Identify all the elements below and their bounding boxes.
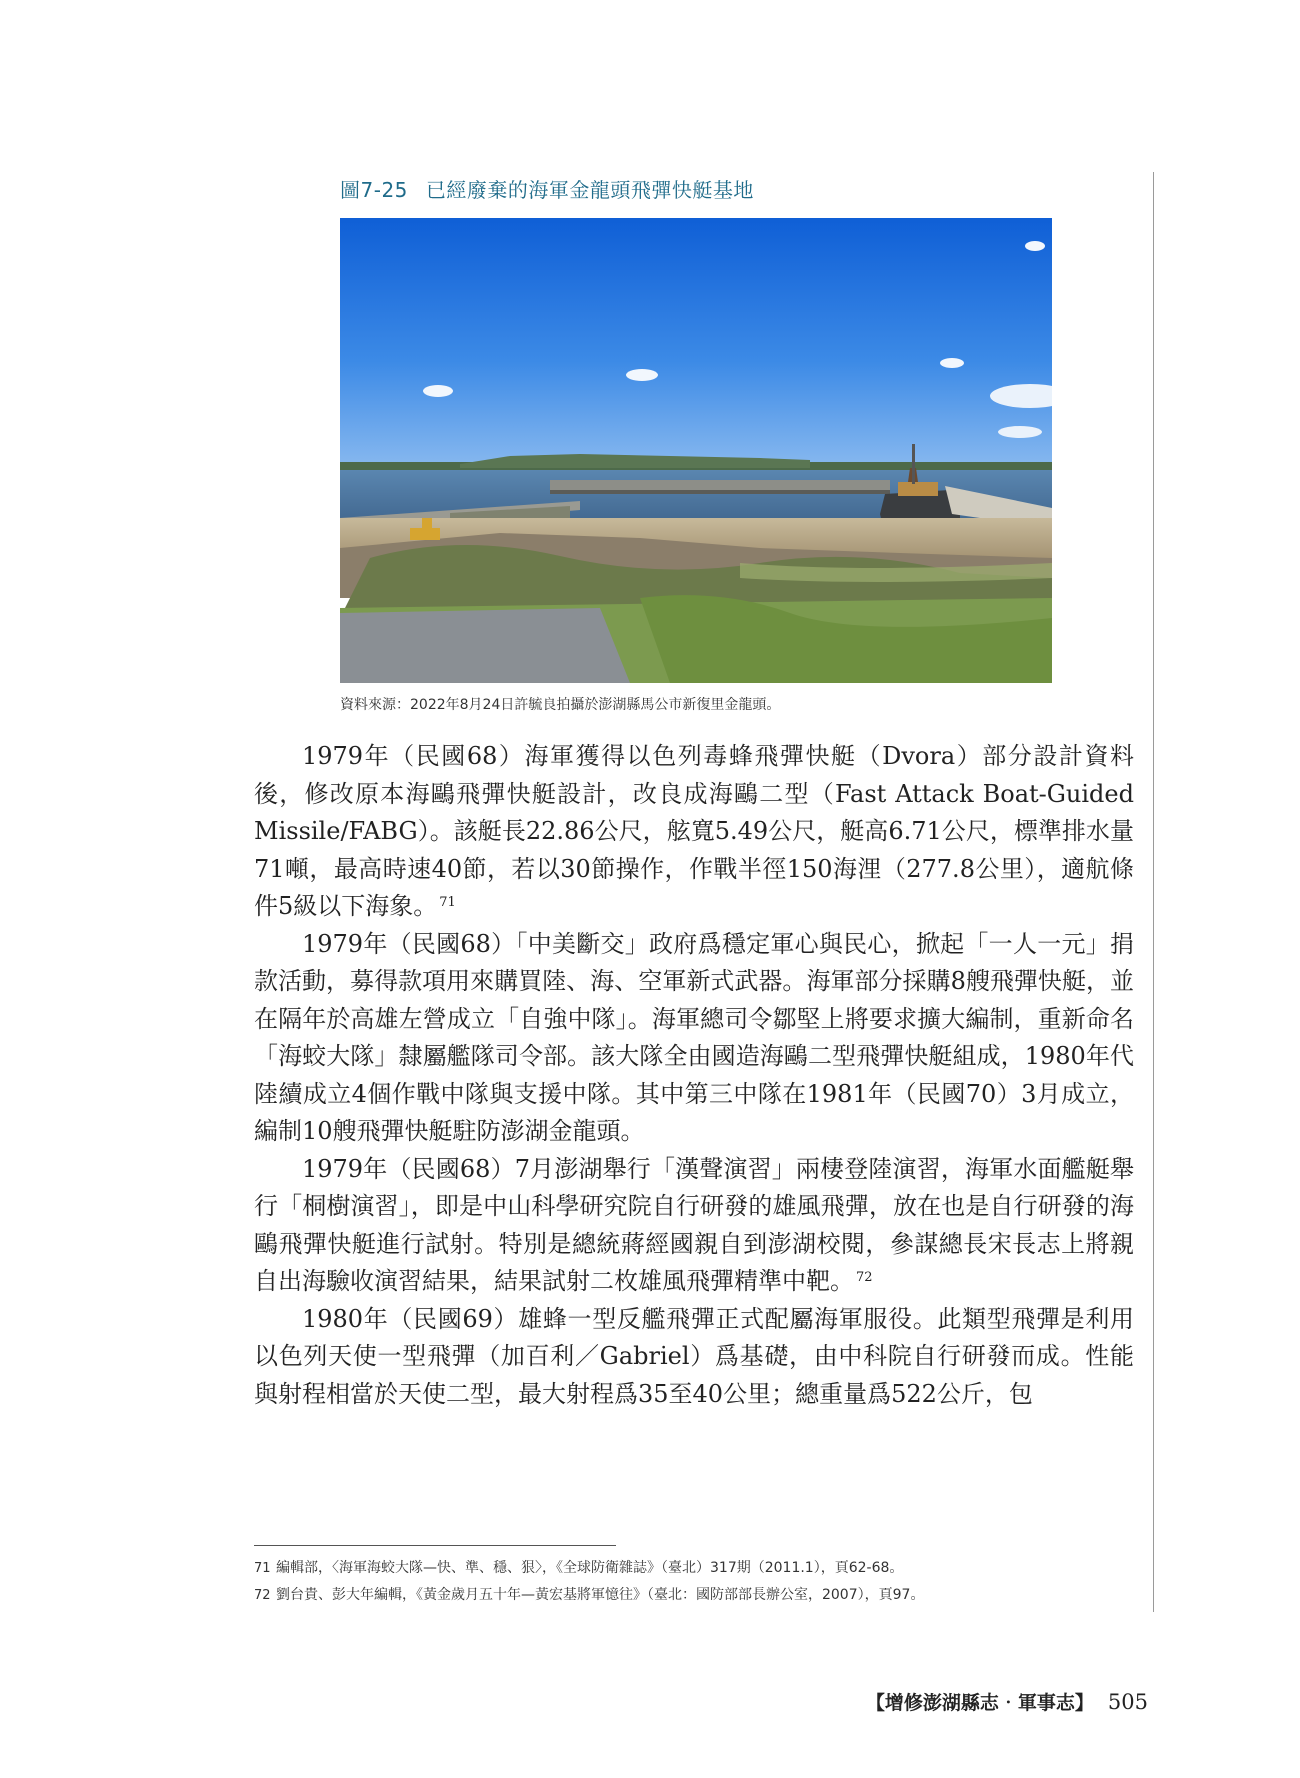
footnote-number: 72 — [254, 1588, 271, 1603]
photo-source-note: 資料來源：2022年8月24日許毓良拍攝於澎湖縣馬公市新復里金龍頭。 — [340, 697, 781, 713]
paragraph-3-text: 1979年（民國68）7月澎湖舉行「漢聲演習」兩棲登陸演習，海軍水面艦艇舉行「桐樹演習」，即是中山科學研究院自行研發的雄風飛彈，放在也是自行研發的海鷗飛彈快艇進行試射。特別是總統蔣經國親自到澎湖校閱，參謀總長宋長志上將親自出海驗收演習結果，結果試射二枚雄風飛彈精準中靶。 — [254, 1154, 1134, 1295]
footnote-number: 71 — [254, 1561, 271, 1576]
page-number: 505 — [1107, 1690, 1148, 1714]
running-footer — [866, 1688, 1148, 1715]
paragraph-3 — [254, 1151, 1134, 1301]
paragraph-1-text: 1979年（民國68）海軍獲得以色列毒蜂飛彈快艇（Dvora）部分設計資料後，修改原本海鷗飛彈快艇設計，改良成海鷗二型（Fast Attack Boat-Guided Missile/FABG）。該艇長22.86公尺，舷寬5.49公尺，艇高6.71公尺，標準排水量71噸，最高時速40節，若以30節操作，作戰半徑150海浬（277.8公里），適航條件5級以下海象。 — [254, 742, 1134, 920]
harbor-photo — [340, 218, 1052, 683]
footnote-divider — [254, 1545, 616, 1546]
body-text — [254, 738, 1134, 1413]
paragraph-2 — [254, 926, 1134, 1151]
paragraph-2-text: 1979年（民國68）「中美斷交」政府爲穩定軍心與民心，掀起「一人一元」捐款活動，募得款項用來購買陸、海、空軍新式武器。海軍部分採購8艘飛彈快艇，並在隔年於高雄左營成立「自強中隊」。海軍總司令鄒堅上將要求擴大編制，重新命名「海蛟大隊」隸屬艦隊司令部。該大隊全由國造海鷗二型飛彈快艇組成，1980年代陸續成立4個作戰中隊與支援中隊。其中第三中隊在1981年（民國70）3月成立，編制10艘飛彈快艇駐防澎湖金龍頭。 — [254, 929, 1134, 1145]
footnote-text: 劉台貴、彭大年編輯，《黃金歲月五十年—黃宏基將軍憶往》（臺北：國防部部長辦公室，2007），頁97。 — [276, 1587, 925, 1603]
figure-caption — [340, 174, 754, 203]
margin-rule — [1153, 172, 1154, 1612]
figure-number: 圖7-25 — [340, 178, 408, 202]
figure-title: 已經廢棄的海軍金龍頭飛彈快艇基地 — [425, 178, 754, 202]
paragraph-4-text: 1980年（民國69）雄蜂一型反艦飛彈正式配屬海軍服役。此類型飛彈是利用以色列天使一型飛彈（加百利／Gabriel）爲基礎，由中科院自行研發而成。性能與射程相當於天使二型，最大射程爲35至40公里；總重量爲522公斤，包 — [254, 1304, 1134, 1408]
footnote-ref-72[interactable]: 72 — [856, 1270, 873, 1285]
book-title: 【增修澎湖縣志‧軍事志】 — [865, 1692, 1094, 1714]
harbor-photo-illustration — [340, 218, 1052, 683]
footnote-72 — [254, 1582, 1144, 1609]
footnote-71 — [254, 1555, 1144, 1582]
footnote-text: 編輯部，〈海軍海蛟大隊—快、準、穩、狠〉，《全球防衛雜誌》（臺北）317期（2011.1），頁62-68。 — [276, 1560, 904, 1576]
paragraph-4 — [254, 1301, 1134, 1414]
footnotes — [254, 1555, 1144, 1609]
paragraph-1 — [254, 738, 1134, 926]
footnote-ref-71[interactable]: 71 — [439, 895, 456, 910]
